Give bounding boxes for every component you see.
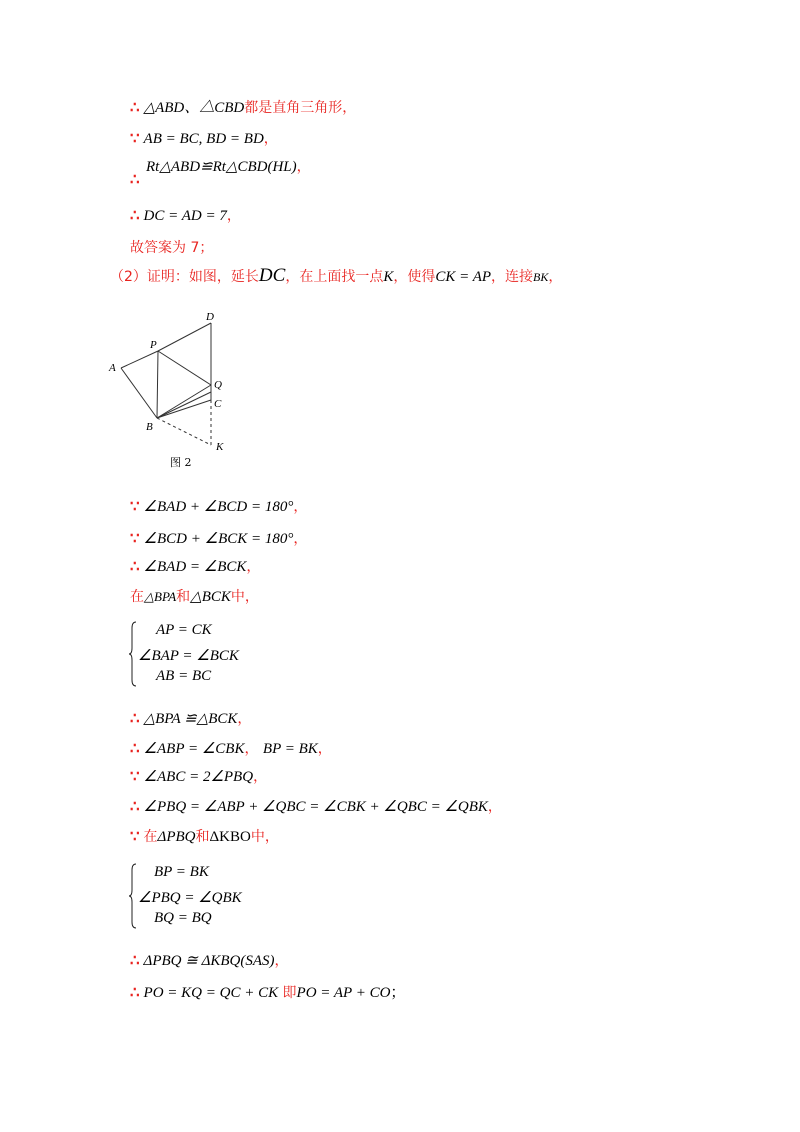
therefore-symbol: ∴: [130, 983, 140, 1001]
text: ，使得: [393, 269, 436, 285]
punct: ；: [390, 985, 406, 1001]
punct: ，: [226, 208, 241, 224]
equation-system-1: [128, 620, 248, 690]
punct: ，: [487, 799, 502, 815]
answer-line: 故答案为 7；: [130, 240, 214, 256]
math-expr: PO = AP + CO: [296, 985, 391, 1001]
math-expr: CK = AP: [435, 269, 492, 285]
punct: ，: [296, 159, 311, 175]
math-expr: ∠ABC = 2∠PBQ: [143, 769, 254, 785]
line-2: [130, 128, 278, 148]
label-p: P: [150, 339, 157, 351]
math-expr: AB = BC, BD = BD: [143, 131, 264, 147]
line-16: [130, 950, 289, 970]
math-expr: △BPA: [144, 589, 177, 604]
punct: ，: [237, 711, 252, 727]
math-expr: PO = KQ = QC + CK: [143, 985, 279, 1001]
text: 中，: [250, 829, 279, 845]
math-expr: DC = AD = 7: [143, 208, 227, 224]
label-d: D: [206, 311, 214, 323]
therefore-symbol: ∴: [130, 951, 140, 969]
geometry-figure: [108, 308, 248, 482]
text: 中，: [230, 589, 259, 605]
text: 和: [176, 589, 191, 605]
math-expr: △BCK: [190, 589, 231, 605]
line-9: [130, 556, 260, 576]
system-1-row: AB = BC: [156, 668, 212, 684]
math-expr: Rt△ABD≌Rt△CBD(HL): [146, 159, 297, 175]
label-c: C: [214, 398, 222, 410]
system-1-row: ∠BAP = ∠BCK: [138, 648, 239, 664]
figure-svg: [108, 308, 248, 478]
line-11: [130, 708, 251, 728]
line-10: [130, 586, 259, 606]
punct: ，: [293, 531, 308, 547]
system-2-row: BP = BK: [154, 864, 209, 880]
text: （2）证明：如图，延长: [110, 269, 259, 285]
therefore-symbol: ∴: [130, 797, 140, 815]
math-expr: ΔPBQ: [157, 829, 196, 845]
math-expr: ∠BAD + ∠BCD = 180°: [143, 499, 294, 515]
brace-icon: [128, 862, 138, 930]
line-8: [130, 528, 307, 548]
part-2-intro: [110, 265, 562, 287]
line-4: [130, 205, 241, 225]
text: ，连接: [491, 269, 534, 285]
label-q: Q: [214, 379, 222, 391]
text: 在: [143, 829, 158, 845]
math-expr: BK: [533, 270, 549, 284]
brace-icon: [128, 620, 138, 688]
system-2-row: BQ = BQ: [154, 910, 212, 926]
math-expr: ∠ABP = ∠CBK: [143, 741, 245, 757]
line-14: [130, 796, 502, 816]
line-17: [130, 981, 405, 1002]
math-expr: ΔKBO: [209, 829, 251, 845]
equation-system-2: [128, 862, 248, 932]
therefore-symbol: ∴: [130, 98, 140, 116]
system-1-row: AP = CK: [156, 622, 212, 638]
text: 都是直角三角形，: [244, 100, 357, 116]
punct: ，: [274, 953, 289, 969]
line-12: [130, 738, 332, 758]
system-2-row: ∠PBQ = ∠QBK: [138, 890, 242, 906]
punct: ，: [253, 769, 268, 785]
label-k: K: [216, 441, 224, 453]
math-expr: ∠BCD + ∠BCK = 180°: [143, 531, 294, 547]
therefore-symbol: ∴: [130, 206, 140, 224]
line-1: [130, 96, 356, 117]
because-symbol: ∵: [130, 497, 140, 515]
math-expr: BP = BK: [262, 741, 318, 757]
text: 在: [130, 589, 144, 605]
because-symbol: ∵: [130, 129, 140, 147]
punct: ，: [246, 559, 261, 575]
text: ，: [548, 269, 563, 285]
line-13: [130, 766, 267, 786]
math-expr: K: [383, 269, 394, 285]
because-symbol: ∵: [130, 529, 140, 547]
therefore-symbol: ∴: [130, 557, 140, 575]
math-expr: ∠PBQ = ∠ABP + ∠QBC = ∠CBK + ∠QBC = ∠QBK: [143, 799, 488, 815]
line-15: [130, 826, 279, 846]
because-symbol: ∵: [130, 767, 140, 785]
because-symbol: ∵: [130, 827, 140, 845]
math-expr: ∠BAD = ∠BCK: [143, 559, 247, 575]
line-7: [130, 496, 307, 516]
math-expr: △BPA ≌△BCK: [143, 711, 238, 727]
therefore-symbol: ∴: [130, 709, 140, 727]
therefore-symbol: ∴: [130, 170, 140, 188]
punct: ，: [317, 741, 332, 757]
math-expr: △ABD、△CBD: [143, 100, 245, 116]
punct: ，: [293, 499, 308, 515]
therefore-symbol: ∴: [130, 739, 140, 757]
label-b: B: [146, 421, 153, 433]
punct: ，: [244, 741, 259, 757]
line-3-symbol: [130, 170, 144, 188]
label-a: A: [109, 362, 116, 374]
line-3-math: [146, 156, 311, 176]
text: 即: [282, 985, 297, 1001]
text: ，在上面找一点: [285, 269, 384, 285]
figure-caption: 图 2: [170, 456, 192, 469]
math-expr: ΔPBQ ≅ ΔKBQ(SAS): [143, 953, 275, 969]
punct: ，: [263, 131, 278, 147]
text: 和: [195, 829, 210, 845]
math-expr: DC: [258, 265, 286, 286]
